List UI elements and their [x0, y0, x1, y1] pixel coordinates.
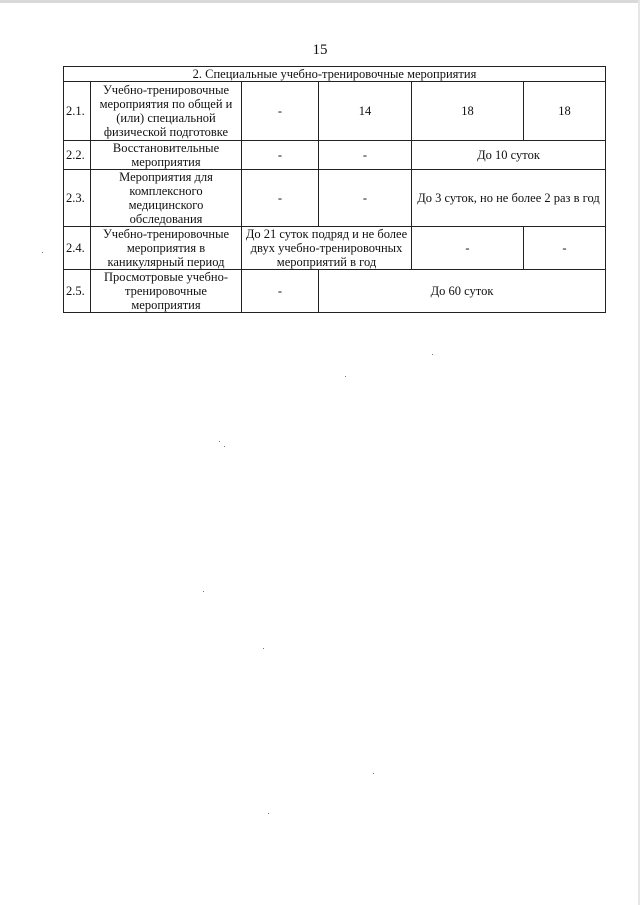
value-cell: -: [242, 170, 319, 227]
scan-speck: [203, 591, 204, 592]
table-row: [64, 82, 606, 141]
merged-value-cell: До 60 суток: [319, 270, 606, 313]
table-row: [64, 227, 606, 270]
scan-speck: [268, 813, 269, 814]
scan-speck: [432, 354, 433, 355]
page-number: 15: [312, 42, 328, 58]
value-cell: -: [319, 141, 412, 170]
training-schedule-table: [63, 66, 606, 313]
table-row: [64, 270, 606, 313]
table-row: [64, 141, 606, 170]
row-number: 2.3.: [64, 170, 91, 227]
scan-speck: [373, 773, 374, 774]
activity-name: Учебно-тренировочные мероприятия в каникулярный период: [91, 227, 242, 270]
value-cell: 14: [319, 82, 412, 141]
value-cell: -: [242, 82, 319, 141]
value-cell: -: [524, 227, 606, 270]
merged-value-cell: До 3 суток, но не более 2 раз в год: [412, 170, 606, 227]
value-cell: -: [412, 227, 524, 270]
section-header-row: [64, 67, 606, 82]
value-cell: -: [242, 270, 319, 313]
value-cell: 18: [412, 82, 524, 141]
activity-name: Восстановительные мероприятия: [91, 141, 242, 170]
value-cell: -: [319, 170, 412, 227]
scan-speck: [345, 376, 346, 377]
row-number: 2.2.: [64, 141, 91, 170]
value-cell: 18: [524, 82, 606, 141]
value-cell: -: [242, 141, 319, 170]
activity-name: Мероприятия для комплексного медицинского обследования: [91, 170, 242, 227]
table-row: [64, 170, 606, 227]
row-number: 2.5.: [64, 270, 91, 313]
activity-name: Просмотровые учебно-тренировочные мероприятия: [91, 270, 242, 313]
row-number: 2.1.: [64, 82, 91, 141]
section-title: 2. Специальные учебно-тренировочные мероприятия: [64, 67, 606, 82]
scan-speck: [224, 446, 225, 447]
activity-name: Учебно-тренировочные мероприятия по общей и (или) специальной физической подготовке: [91, 82, 242, 141]
scan-speck: [219, 441, 220, 442]
merged-value-cell: До 10 суток: [412, 141, 606, 170]
scan-top-edge: [0, 0, 640, 3]
row-number: 2.4.: [64, 227, 91, 270]
scan-speck: [42, 252, 43, 253]
scan-speck: [263, 648, 264, 649]
merged-value-cell: До 21 суток подряд и не более двух учебно-тренировочных мероприятий в год: [242, 227, 412, 270]
